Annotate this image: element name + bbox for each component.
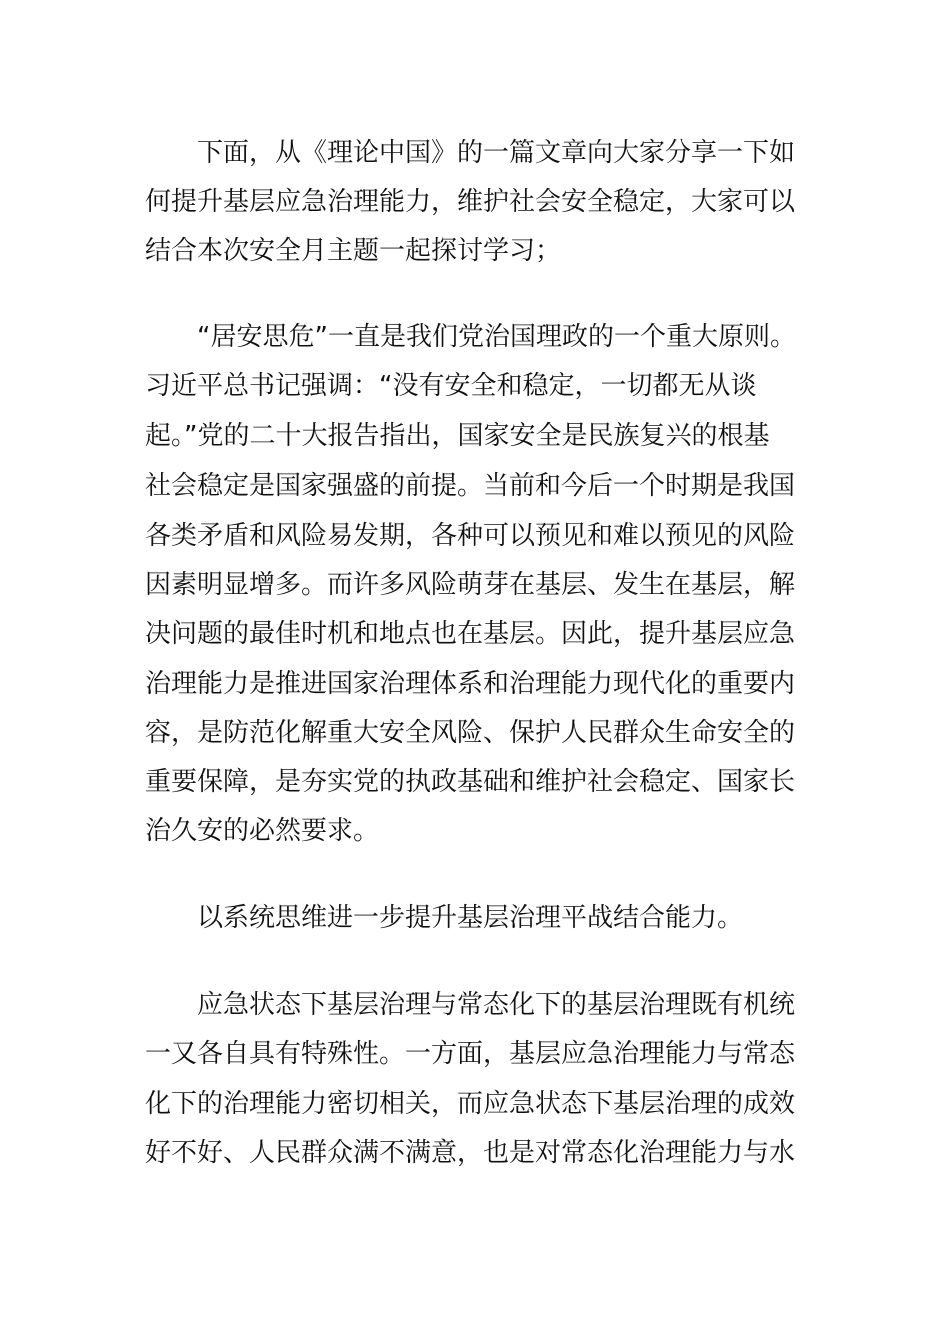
paragraph-line: 决问题的最佳时机和地点也在基层。因此，提升基层应急 (145, 619, 796, 649)
paragraph-line: 治理能力是推进国家治理体系和治理能力现代化的重要内 (145, 669, 796, 699)
paragraph-line: 容，是防范化解重大安全风险、保护人民群众生命安全的 (145, 718, 796, 748)
paragraph-line: 好不好、人民群众满不满意，也是对常态化治理能力与水 (145, 1138, 796, 1168)
paragraph-line: 各类矛盾和风险易发期，各种可以预见和难以预见的风险 (145, 521, 796, 551)
paragraph-line: 何提升基层应急治理能力，维护社会安全稳定，大家可以 (145, 187, 796, 217)
paragraph-line: 以系统思维进一步提升基层治理平战结合能力。 (197, 903, 744, 933)
paragraph-line: 社会稳定是国家强盛的前提。当前和今后一个时期是我国 (145, 471, 796, 501)
paragraph-line: 下面，从《理论中国》的一篇文章向大家分享一下如 (197, 138, 796, 168)
paragraph-line: 一又各自具有特殊性。一方面，基层应急治理能力与常态 (145, 1039, 796, 1069)
paragraph-line: 应急状态下基层治理与常态化下的基层治理既有机统 (197, 990, 796, 1020)
paragraph-line: 结合本次安全月主题一起探讨学习； (145, 236, 562, 266)
paragraph-line: 因素明显增多。而许多风险萌芽在基层、发生在基层，解 (145, 570, 796, 600)
paragraph-line: 治久安的必然要求。 (145, 816, 380, 846)
paragraph-line: 习近平总书记强调：“没有安全和稳定，一切都无从谈 (145, 371, 757, 401)
paragraph-line: “居安思危”一直是我们党治国理政的一个重大原则。 (197, 322, 796, 352)
paragraph-line: 化下的治理能力密切相关，而应急状态下基层治理的成效 (145, 1089, 796, 1119)
paragraph-line: 重要保障，是夯实党的执政基础和维护社会稳定、国家长 (145, 767, 796, 797)
paragraph-line: 起。”党的二十大报告指出，国家安全是民族复兴的根基 (145, 421, 770, 451)
